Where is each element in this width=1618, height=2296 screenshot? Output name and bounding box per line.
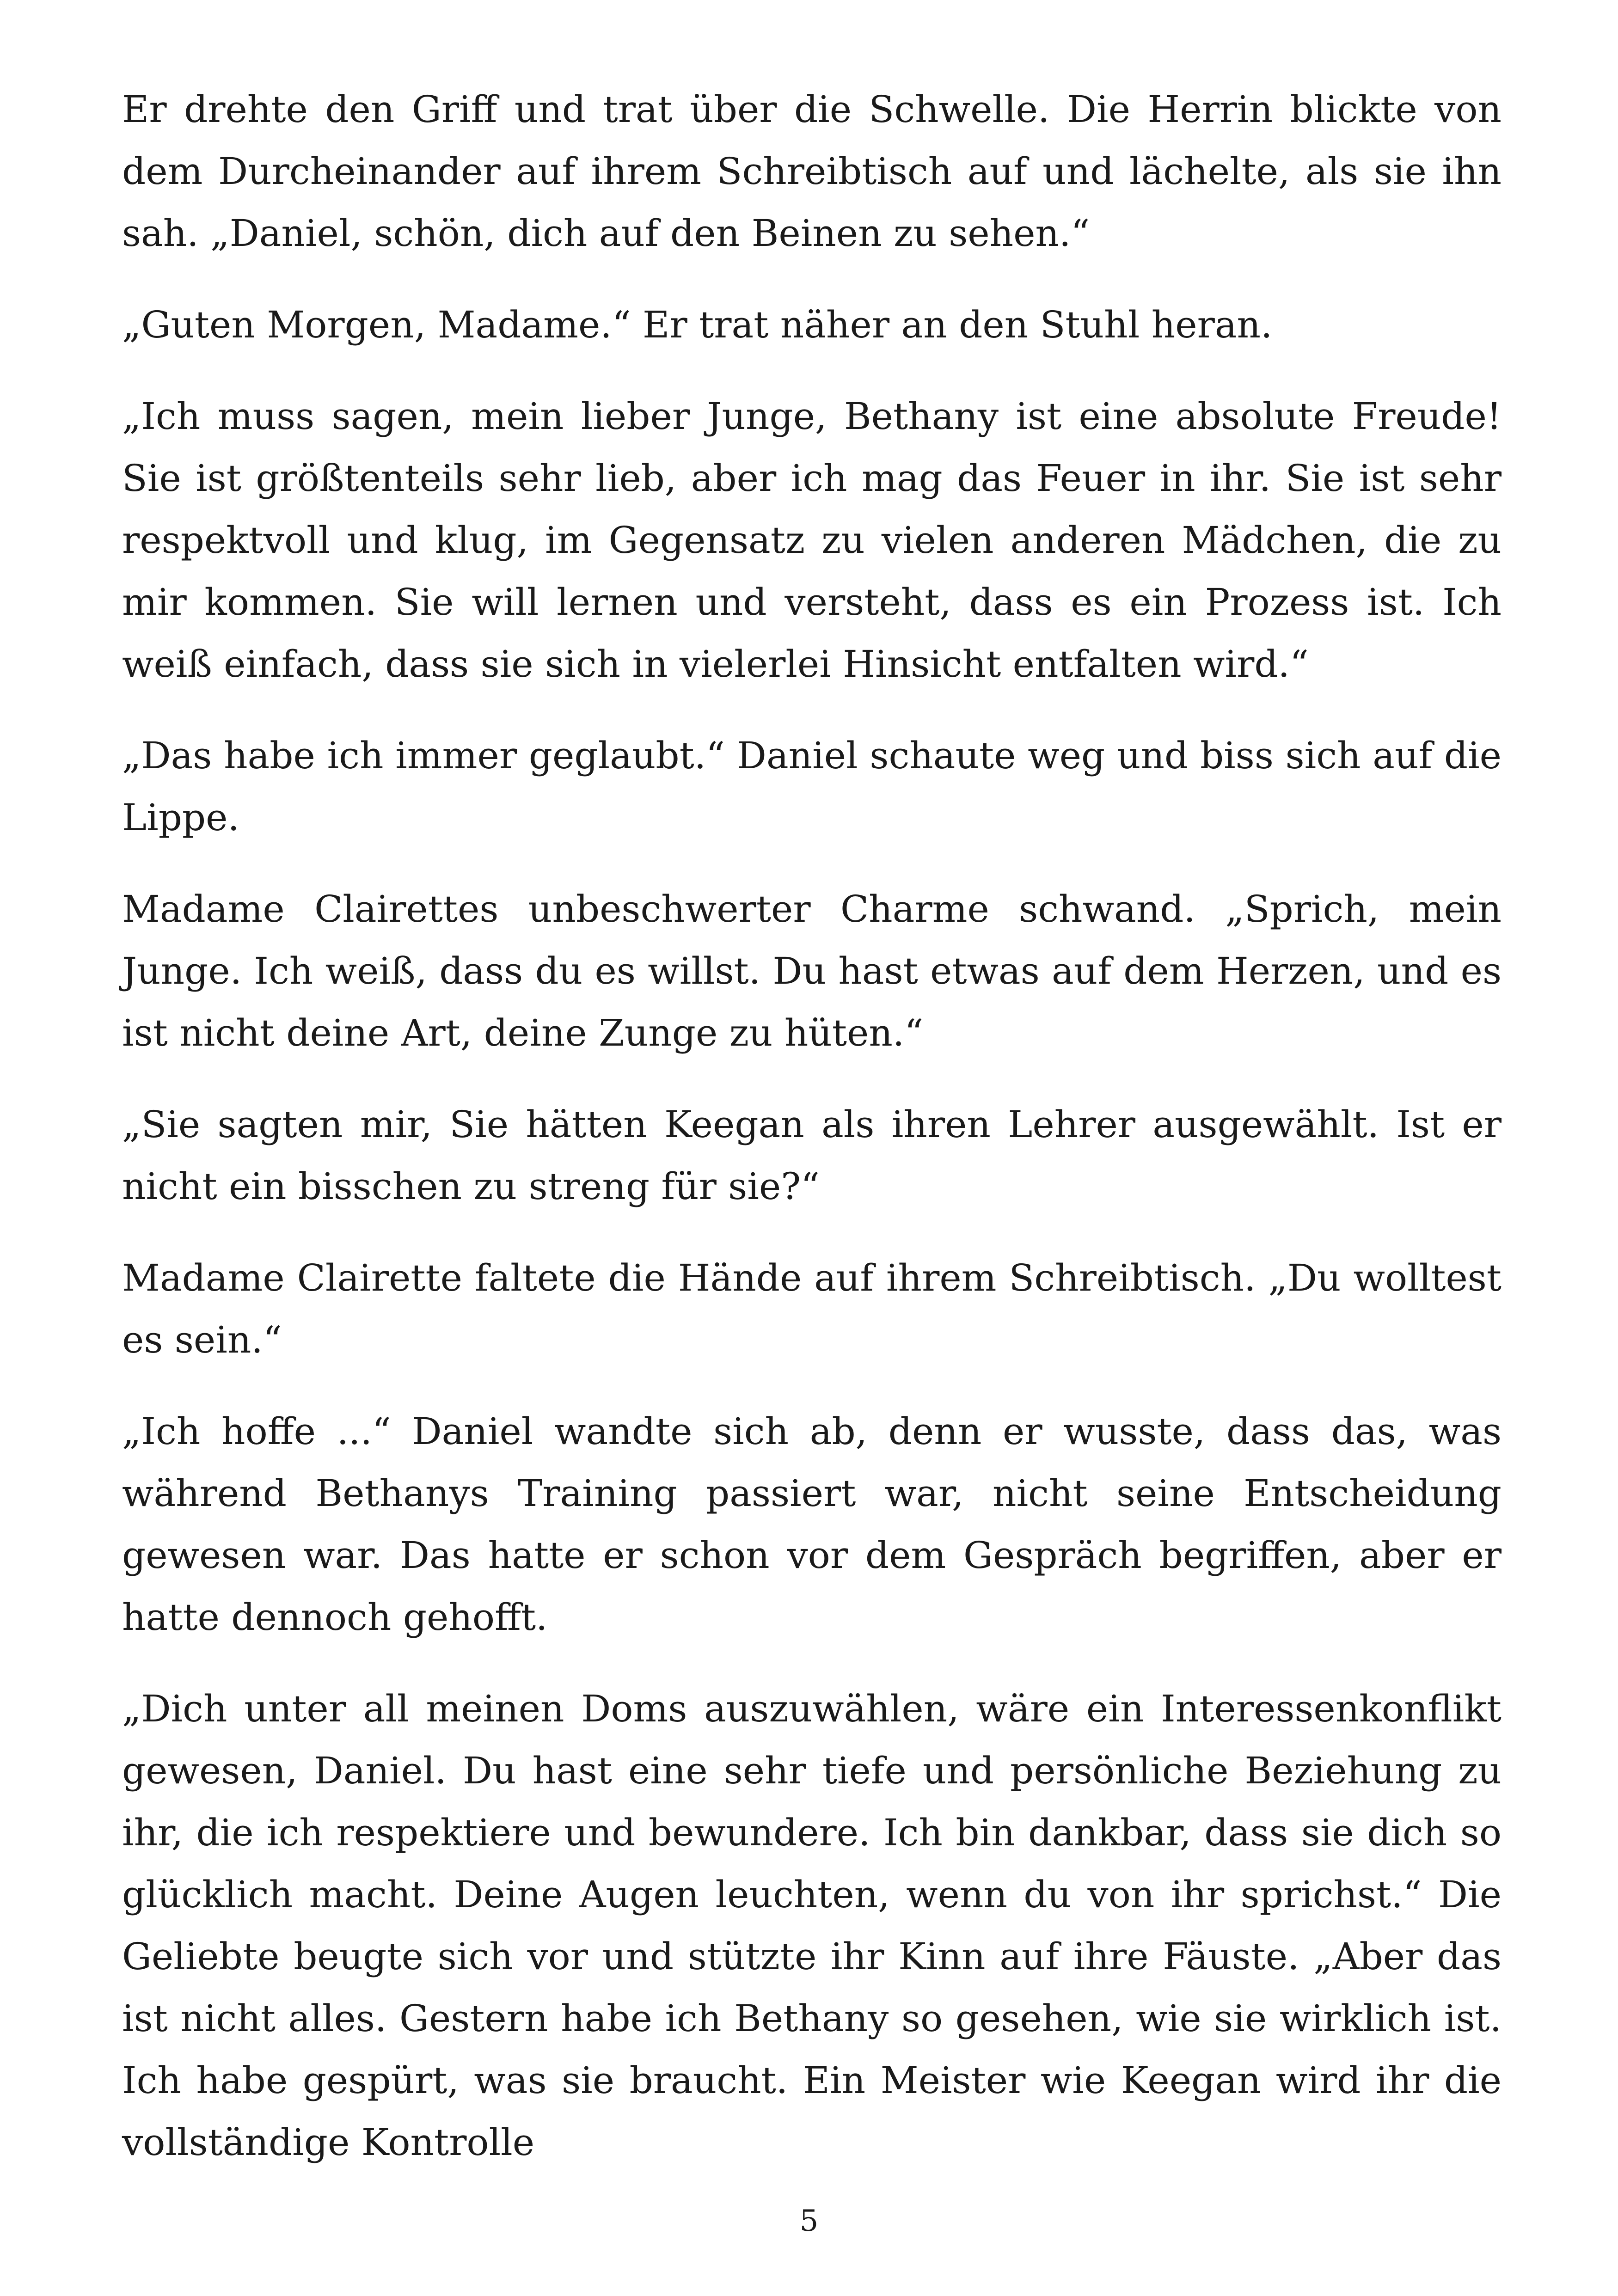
paragraph-9: „Dich unter all meinen Doms auszuwählen, wäre ein Interessenkonflikt gewesen, Daniel. Du hast eine sehr tiefe und persönliche Beziehung zu ihr, die ich respektiere und bewundere. Ich bin dankbar, dass sie dich so glücklich macht. Deine Augen leuchten, wenn du von ihr sprichst.“ Die Geliebte beugte sich vor und stützte ihr Kinn auf ihre Fäuste. „Aber das ist nicht alles. Gestern habe ich Bethany so gesehen, wie sie wirklich ist. Ich habe gespürt, was sie braucht. Ein Meister wie Keegan wird ihr die vollständige Kontrolle	[122, 1687, 1502, 2164]
paragraph-8: „Ich hoffe ...“ Daniel wandte sich ab, denn er wusste, dass das, was während Bethanys Training passiert war, nicht seine Entscheidung gewesen war. Das hatte er schon vor dem Gespräch begriffen, aber er hatte dennoch gehofft.	[122, 1410, 1502, 1639]
paragraph-6: „Sie sagten mir, Sie hätten Keegan als ihren Lehrer ausgewählt. Ist er nicht ein bisschen zu streng für sie?“	[122, 1103, 1502, 1208]
paragraph-3: „Ich muss sagen, mein lieber Junge, Bethany ist eine absolute Freude! Sie ist größtenteils sehr lieb, aber ich mag das Feuer in ihr. Sie ist sehr respektvoll und klug, im Gegensatz zu vielen anderen Mädchen, die zu mir kommen. Sie will lernen und versteht, dass es ein Prozess ist. Ich weiß einfach, dass sie sich in vielerlei Hinsicht entfalten wird.“	[122, 395, 1502, 686]
paragraph-7: Madame Clairette faltete die Hände auf ihrem Schreibtisch. „Du wolltest es sein.“	[122, 1256, 1502, 1361]
paragraph-1: Er drehte den Griff und trat über die Schwelle. Die Herrin blickte von dem Durcheinander auf ihrem Schreibtisch auf und lächelte, als sie ihn sah. „Daniel, schön, dich auf den Beinen zu sehen.“	[122, 88, 1502, 255]
page-number: 5	[799, 2204, 819, 2238]
body-text	[122, 79, 1502, 2203]
paragraph-2: „Guten Morgen, Madame.“ Er trat näher an den Stuhl heran.	[122, 303, 1273, 346]
paragraph-5: Madame Clairettes unbeschwerter Charme schwand. „Sprich, mein Junge. Ich weiß, dass du es willst. Du hast etwas auf dem Herzen, und es ist nicht deine Art, deine Zunge zu hüten.“	[122, 888, 1502, 1054]
paragraph-4: „Das habe ich immer geglaubt.“ Daniel schaute weg und biss sich auf die Lippe.	[122, 734, 1502, 839]
